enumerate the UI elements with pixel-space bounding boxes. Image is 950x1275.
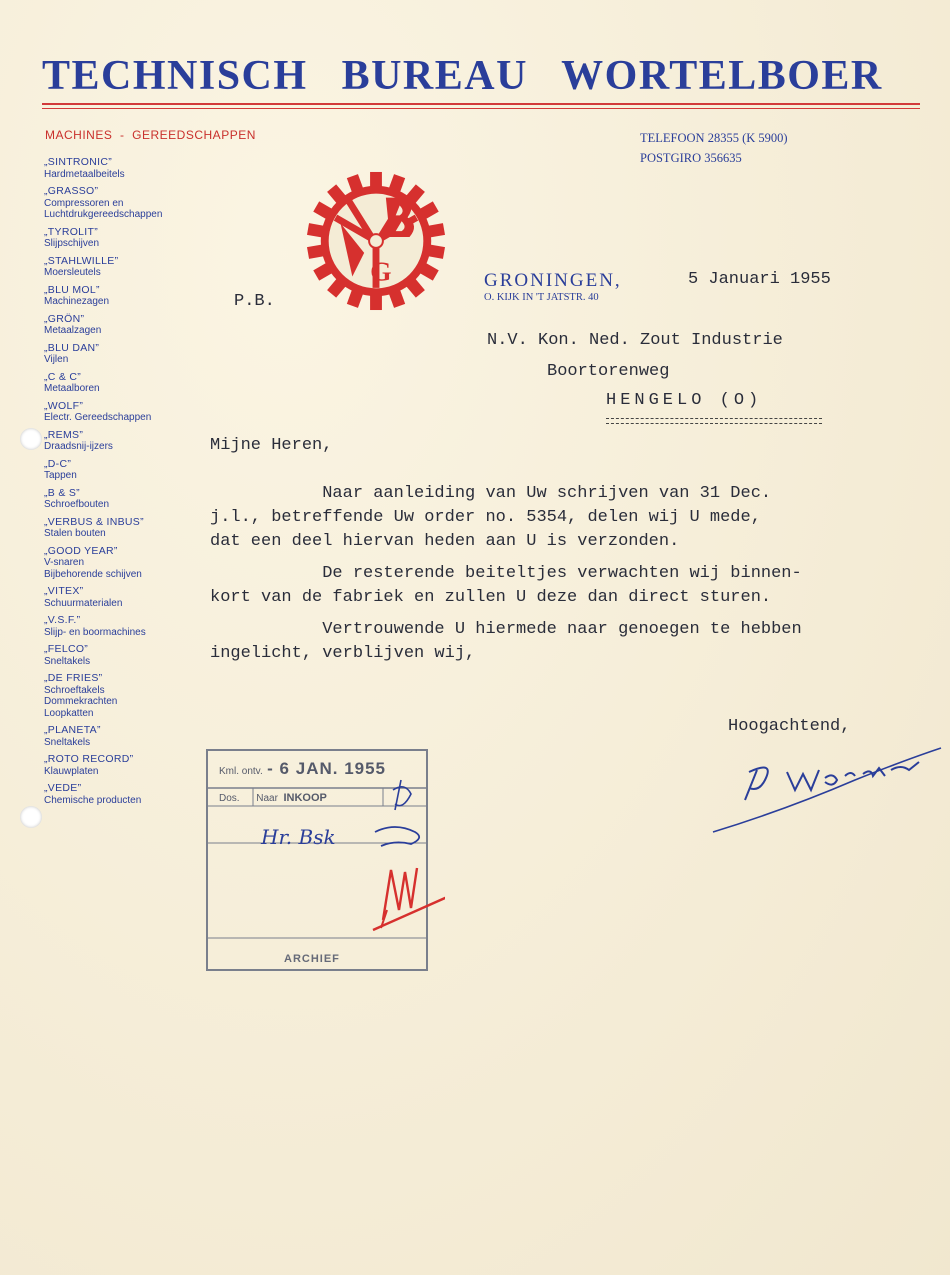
brand-name: „GRÖN” [44, 312, 85, 325]
brand-description: Slijp- en boormachines [44, 626, 146, 638]
brand-name: „VERBUS & INBUS” [44, 515, 144, 528]
contact-block [640, 128, 788, 168]
postgiro-number: POSTGIRO 356635 [640, 151, 742, 165]
letterhead-street: O. KIJK IN 'T JATSTR. 40 [484, 292, 599, 303]
brand-item [44, 459, 244, 482]
brand-item [44, 186, 244, 221]
brand-description: Schroefbouten [44, 499, 110, 510]
brand-description: Electr. Gereedschappen [44, 412, 152, 423]
brand-description: Tappen [44, 470, 77, 481]
brand-description: Sneltakels [44, 736, 91, 748]
brand-item [44, 673, 244, 719]
recipient-name: N.V. Kon. Ned. Zout Industrie [487, 331, 783, 350]
reference-initials: P.B. [234, 292, 275, 311]
brand-name: „DE FRIES” [44, 672, 103, 684]
svg-text:G: G [370, 255, 392, 287]
brand-name: „PLANETA” [44, 724, 101, 736]
handwritten-annotations [205, 760, 445, 960]
company-name-word: TECHNISCH [42, 53, 308, 99]
letter-body [210, 482, 802, 674]
recipient-street: Boortorenweg [547, 362, 670, 381]
brand-item [44, 401, 244, 424]
stamp-date: - 6 JAN. 1955 [267, 759, 387, 778]
header-rule [42, 108, 920, 109]
brand-description: Compressoren en Luchtdrukgereedschappen [44, 197, 163, 220]
brand-name: „TYROLIT” [44, 225, 99, 238]
brand-item [44, 256, 244, 279]
body-paragraph: De resterende beiteltjes verwachten wij binnen- kort van de fabriek en zullen U deze dan direct sturen. [210, 564, 802, 607]
closing: Hoogachtend, [728, 717, 851, 736]
brand-item [44, 343, 244, 366]
brand-name: „FELCO” [44, 643, 89, 655]
brand-item [44, 725, 244, 748]
company-name-word: BUREAU [341, 53, 528, 99]
company-name-word: WORTELBOER [561, 53, 883, 99]
company-name [42, 52, 922, 100]
brand-item [44, 372, 244, 395]
brand-description: Machinezagen [44, 296, 110, 307]
stamp-col: INKOOP [283, 792, 327, 804]
handwritten-note: Hr. Bsk [261, 825, 336, 849]
brand-name: „GOOD YEAR” [44, 544, 118, 557]
letterhead-city: GRONINGEN, [484, 270, 622, 291]
brand-name: „BLU MOL” [44, 283, 100, 296]
stamp-archive-label: ARCHIEF [284, 953, 340, 965]
stamp-col: Naar [256, 793, 278, 804]
brand-description: V-snaren Bijbehorende schijven [44, 557, 142, 580]
company-logo [305, 170, 447, 312]
brand-name: „C & C” [44, 370, 82, 383]
brand-name: „STAHLWILLE” [44, 254, 119, 267]
brand-name: „ROTO RECORD” [44, 753, 134, 765]
punch-hole [20, 428, 42, 450]
brand-name: „REMS” [44, 428, 84, 441]
brand-item [44, 227, 244, 250]
phone-number: TELEFOON 28355 (K 5900) [640, 131, 788, 145]
brand-description: Chemische producten [44, 794, 142, 806]
brand-description: Moersleutels [44, 267, 101, 278]
brand-description: Vijlen [44, 354, 69, 365]
brand-description: Draadsnij-ijzers [44, 441, 113, 452]
brand-item [44, 314, 244, 337]
stamp-col: Dos. [219, 793, 240, 804]
brand-name: „B & S” [44, 486, 80, 499]
brand-name: „V.S.F.” [44, 614, 81, 626]
brand-name: „WOLF” [44, 399, 84, 412]
brand-name: „VEDE” [44, 782, 82, 794]
stamp-label: Kml. ontv. [219, 766, 263, 777]
brand-description: Metaalzagen [44, 325, 102, 336]
brand-description: Schuurmaterialen [44, 597, 123, 609]
body-paragraph: Naar aanleiding van Uw schrijven van 31 Dec. j.l., betreffende Uw order no. 5354, delen wij U mede, dat een deel hiervan heden aan U is verzonden. [210, 484, 772, 551]
punch-hole [20, 806, 42, 828]
handwritten-signature [705, 740, 945, 840]
salutation: Mijne Heren, [210, 436, 333, 455]
brand-item [44, 285, 244, 308]
body-paragraph: Vertrouwende U hiermede naar genoegen te hebben ingelicht, verblijven wij, [210, 620, 802, 663]
letter-date: 5 Januari 1955 [688, 270, 831, 289]
brand-name: „BLU DAN” [44, 341, 100, 354]
brand-description: Stalen bouten [44, 528, 106, 539]
brand-description: Schroeftakels Dommekrachten Loopkatten [44, 684, 118, 719]
brand-name: „D-C” [44, 457, 72, 470]
recipient-city: HENGELO (O) [606, 391, 763, 410]
brand-name: „VITEX” [44, 585, 84, 597]
categories-line: MACHINES - GEREEDSCHAPPEN [45, 128, 256, 142]
brand-description: Sneltakels [44, 655, 91, 667]
brand-description: Metaalboren [44, 383, 100, 394]
header-rule [42, 103, 920, 105]
brand-description: Klauwplaten [44, 765, 99, 777]
city-underline [606, 418, 822, 424]
brand-name: „SINTRONIC” [44, 156, 113, 168]
brand-item [44, 157, 244, 180]
brand-name: „GRASSO” [44, 185, 99, 197]
brand-description: Hardmetaalbeitels [44, 168, 125, 180]
brand-description: Slijpschijven [44, 238, 100, 249]
